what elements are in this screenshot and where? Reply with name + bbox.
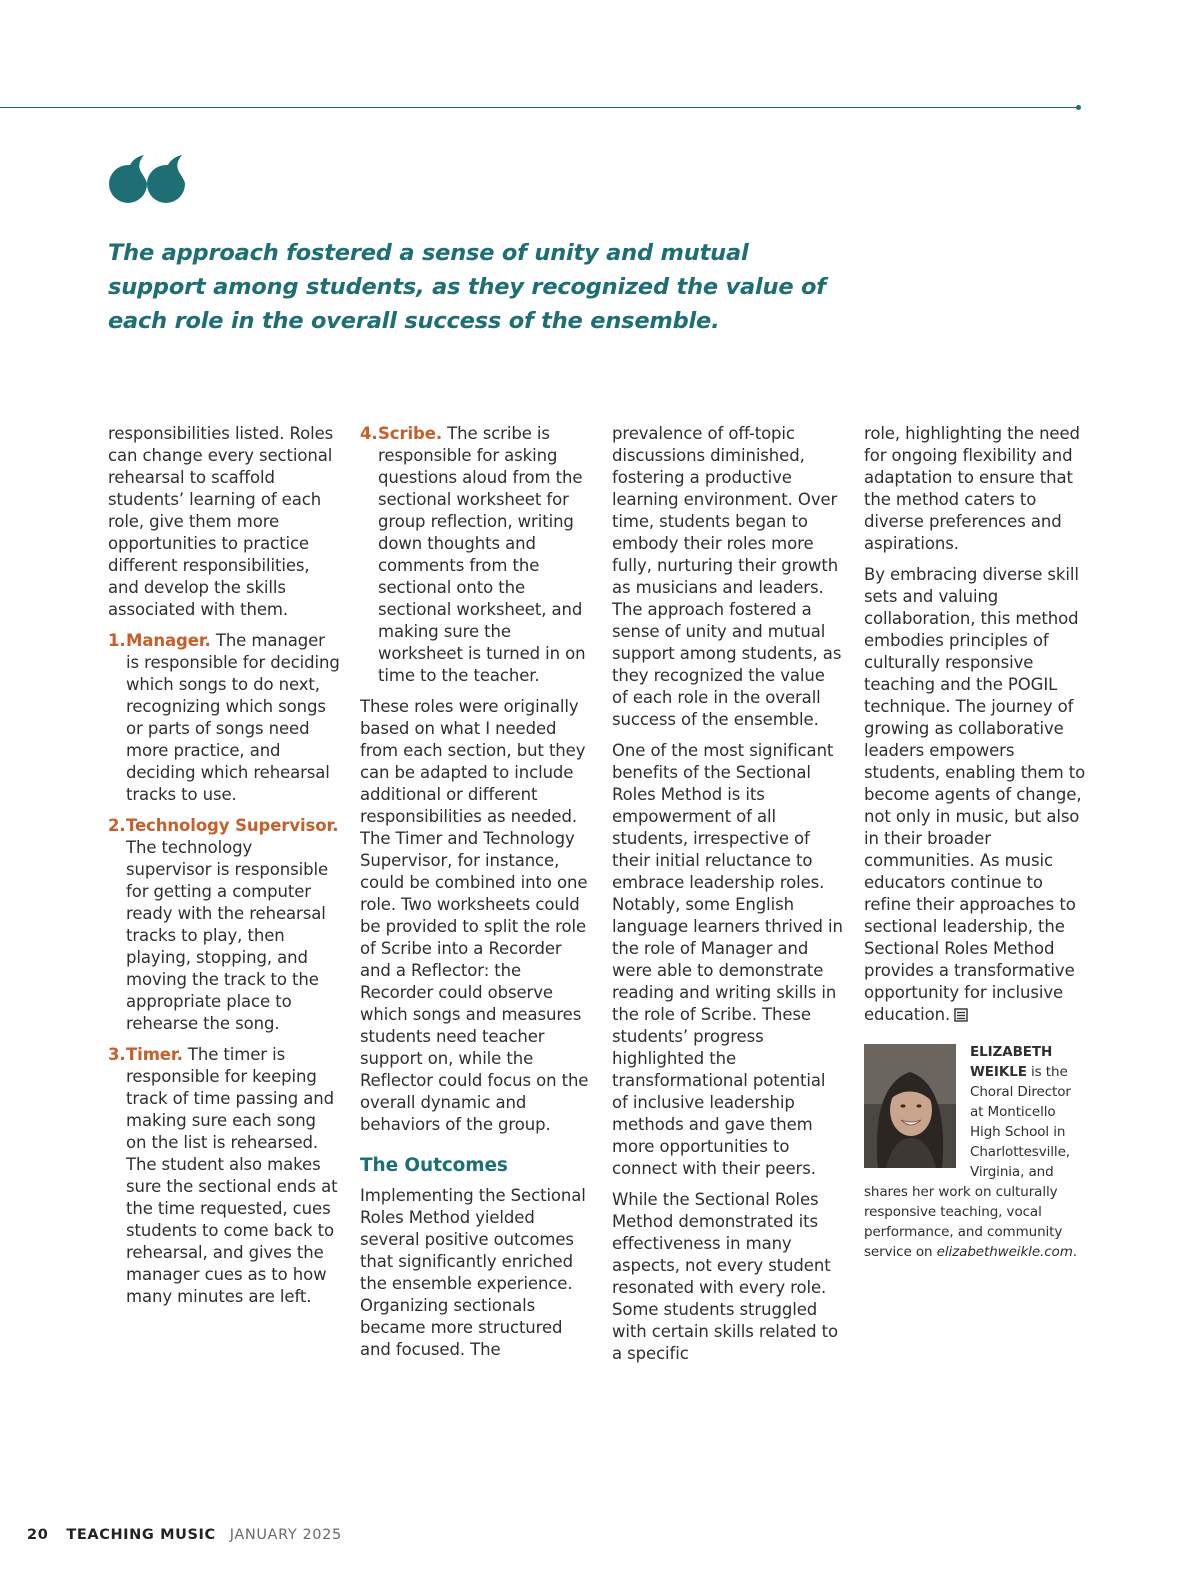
role-title: Technology Supervisor. [126,816,339,835]
role-text: The manager is responsible for deciding which songs to do next, recognizing which songs or parts of songs need more practice, and deciding which rehearsal tracks to use. [126,631,340,804]
paragraph: These roles were originally based on what I needed from each section, but they can be adapted to include additional or different responsibilities as needed. The Timer and Technology Supervisor, for instance, could be combined into one role. Two worksheets could be provided to split the role of Scribe into a Recorder and a Reflector: the Recorder could observe which songs and measures students need teacher support on, while the Reflector could focus on the overall dynamic and behaviors of the group. [360,697,589,1134]
bio-period: . [1072,1244,1077,1260]
paragraph-final [864,564,1086,1026]
paragraph: role, highlighting the need for ongoing flexibility and adaptation to ensure that the method caters to diverse preferences and aspirations. [864,424,1080,553]
author-website: elizabethweikle.com [936,1244,1073,1260]
top-rule-dot [1076,105,1081,110]
role-item-technology-supervisor [108,815,340,1035]
section-heading: The Outcomes [360,1155,508,1176]
pull-quote: The approach fostered a sense of unity and mutual support among students, as they recognized the value of each role in the overall success of the ensemble. [108,240,826,334]
role-text: The technology supervisor is responsible for getting a computer ready with the rehearsal tracks to play, then playing, stopping, and moving the track to the appropriate place to rehearse the song. [126,838,329,1033]
role-title: Timer. [126,1045,183,1064]
role-number: 3. [108,1045,126,1064]
paragraph-text: By embracing diverse skill sets and valuing collaboration, this method embodies principles of culturally responsive teaching and the POGIL technique. The journey of growing as collaborative leaders empowers students, enabling them to become agents of change, not only in music, but also in their broader communities. As music educators continue to refine their approaches to sectional leadership, the Sectional Roles Method provides a transformative opportunity for inclusive education. [864,565,1086,1024]
paragraph: Implementing the Sectional Roles Method yielded several positive outcomes that significantly enriched the ensemble experience. Organizing sectionals became more structured and focused. The [360,1186,586,1359]
magazine-name: TEACHING MUSIC [66,1527,216,1543]
column-3 [612,423,844,1374]
paragraph: One of the most significant benefits of the Sectional Roles Method is its empowerment of all students, irrespective of their initial reluctance to embrace leadership roles. Notably, some English language learners thrived in the role of Manager and were able to demonstrate reading and writing skills in the role of Scribe. These students’ progress highlighted the transformational potential of inclusive leadership methods and gave them more opportunities to connect with their peers. [612,741,843,1178]
page-footer [27,1525,342,1545]
paragraph: prevalence of off-topic discussions diminished, fostering a productive learning environment. Over time, students began to embody their roles more fully, nurturing their growth as musicians and leaders. The approach fostered a sense of unity and mutual support among students, as they recognized the value of each role in the overall success of the ensemble. [612,424,842,729]
author-description: is the Choral Director at Monticello High School in Charlottesville, Virginia, and shares her work on culturally responsive teaching, vocal performance, and community service on [864,1064,1071,1260]
paragraph: While the Sectional Roles Method demonstrated its effectiveness in many aspects, not every student resonated with every role. Some students struggled with certain skills related to a specific [612,1190,839,1363]
author-photo [864,1044,956,1168]
column-2 [360,423,592,1370]
quote-mark-icon [108,155,186,203]
author-name: ELIZABETH WEIKLE [970,1044,1053,1080]
role-number: 1. [108,631,126,650]
end-mark-icon [954,1008,968,1022]
role-title: Scribe. [378,424,443,443]
issue-date: JANUARY 2025 [229,1527,342,1543]
role-item-scribe [360,423,592,687]
role-number: 4. [360,424,378,443]
role-number: 2. [108,816,126,835]
column-1 [108,423,340,1317]
role-text: The timer is responsible for keeping track of time passing and making sure each song on the list is rehearsed. The student also makes sure the sectional ends at the time requested, cues students to come back to rehearsal, and gives the manager cues as to how many minutes are left. [126,1045,338,1306]
author-bio [864,1042,1086,1262]
role-item-manager [108,630,340,806]
role-text: The scribe is responsible for asking questions aloud from the sectional worksheet for group reflection, writing down thoughts and comments from the sectional onto the sectional worksheet, and making sure the worksheet is turned in on time to the teacher. [378,424,586,685]
column-4 [864,423,1086,1262]
page-number: 20 [27,1527,49,1543]
paragraph: responsibilities listed. Roles can change every sectional rehearsal to scaffold students’ learning of each role, give them more opportunities to practice different responsibilities, and develop the skills associated with them. [108,424,334,619]
role-title: Manager. [126,631,211,650]
role-item-timer [108,1044,340,1308]
top-rule [0,107,1078,108]
